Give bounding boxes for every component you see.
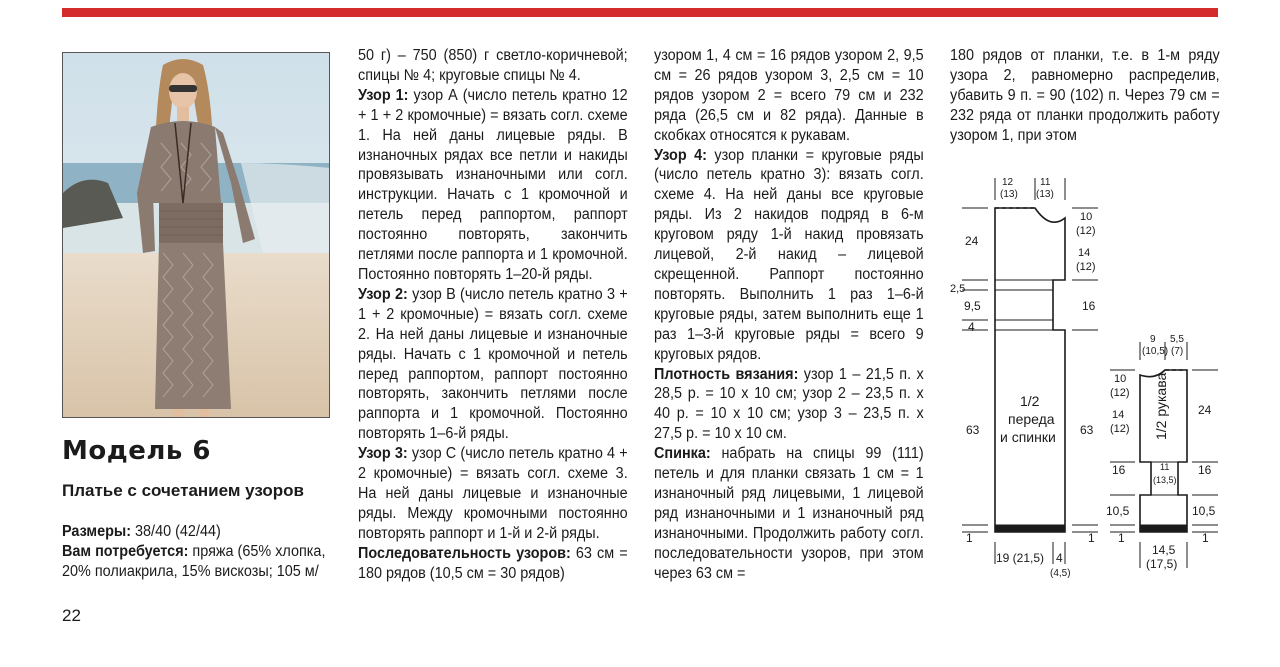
pattern-1-text: узор А (число петель кратно 12 + 1 + 2 кромочные) = вязать согл. схеме 1. На ней даны лицевые ряды. В изнаночных рядах все петли и накиды провязывать изнаночными или согл. инструкции. Начать с 1 кромочной и петель перед раппортом, раппорт постоянно повторять, закончить петлями после раппорта и 1 кромочной. Постоянно повторять 1–20-й ряды. bbox=[358, 86, 628, 283]
dim-right-1: 1 bbox=[1088, 531, 1095, 545]
pattern-2-label: Узор 2: bbox=[358, 285, 408, 303]
pattern-1-label: Узор 1: bbox=[358, 86, 409, 104]
text-column-1 bbox=[358, 46, 628, 583]
sleeve-mid-13-5: (13,5) bbox=[1153, 475, 1177, 485]
paragraph: узором 1, 4 см = 16 рядов узором 2, 9,5 см = 26 рядов узором 3, 2,5 см = 10 рядов узором 2 = всего 79 см и 232 ряда (26,5 см и 82 ряда). Данные в скобках относятся к рукавам. bbox=[654, 47, 924, 144]
dim-bottom-19: 19 (21,5) bbox=[996, 551, 1045, 565]
text-column-2 bbox=[654, 46, 924, 583]
dim-bottom-4: 4 bbox=[1056, 551, 1063, 565]
pattern-4-text: узор планки = круговые ряды (число петель кратно 3): вязать согл. схеме 4. На ней даны все круговые ряды. Из 2 накидов подряд в 6-м круговом ряду 1-й накид провязать лицевой, 2-й накид – лицевой скрещенной. Раппорт постоянно повторять. Выполнить 1 раз 1–6-й круговые ряды, затем выполнить еще 1 раз 1–3-й круговые ряды = всего 9 круговых рядов. bbox=[654, 146, 924, 363]
sleeve-left-1: 1 bbox=[1118, 531, 1125, 545]
sleeve-left-10-5: 10,5 bbox=[1106, 504, 1130, 518]
sleeve-bottom-17-5: (17,5) bbox=[1146, 557, 1178, 571]
dim-left-24: 24 bbox=[965, 234, 979, 248]
dim-left-9-5: 9,5 bbox=[964, 299, 981, 313]
dim-top-11: 11 bbox=[1040, 177, 1051, 188]
sleeve-left-14: 14 bbox=[1112, 409, 1125, 421]
dim-top-13a: (13) bbox=[1000, 189, 1018, 200]
top-accent-bar bbox=[62, 8, 1218, 17]
body-piece-label-2: переда bbox=[1008, 411, 1055, 427]
gauge-label: Плотность вязания: bbox=[654, 365, 799, 383]
dim-left-1: 1 bbox=[966, 531, 973, 545]
dim-top-13b: (13) bbox=[1036, 189, 1054, 200]
model-title: Модель 6 bbox=[62, 436, 211, 466]
dim-left-63: 63 bbox=[966, 423, 980, 437]
dim-right-12a: (12) bbox=[1076, 225, 1096, 237]
dim-left-4: 4 bbox=[968, 320, 975, 334]
back-text: набрать на спицы 99 (111) петель и для планки связать 1 см = 1 изнаночный ряд лицевыми, 1 лицевой ряд изнаночными и 1 изнаночный ряд изнаночными. Продолжить работу согл. последовательности узоров, при этом через 63 см = bbox=[654, 445, 924, 582]
sleeve-left-16: 16 bbox=[1112, 463, 1126, 477]
dim-left-2-5: 2,5 bbox=[950, 283, 966, 295]
dim-top-12: 12 bbox=[1002, 177, 1014, 188]
dim-bottom-4-5: (4,5) bbox=[1050, 568, 1071, 579]
pattern-2-text: узор В (число петель кратно 3 + 1 + 2 кромочные) = вязать согл. схеме 2. На ней даны лицевые и изнаночные ряды. Начать с 1 кромочной и петель перед раппортом, раппорт постоянно повторять, закончить петлями после раппорта и 1 кромочной. Постоянно повторять 1–6-й ряды. bbox=[358, 285, 628, 443]
paragraph: 180 рядов от планки, т.е. в 1-м ряду узора 2, равномерно распределив, убавить 9 п. = 90 (102) п. Через 79 см = 232 ряда от планки продолжить работу узором 1, при этом bbox=[950, 47, 1220, 144]
back-label: Спинка: bbox=[654, 445, 711, 463]
sleeve-right-16: 16 bbox=[1198, 463, 1212, 477]
sleeve-left-12b: (12) bbox=[1110, 423, 1130, 435]
dim-right-16: 16 bbox=[1082, 299, 1096, 313]
dim-right-12b: (12) bbox=[1076, 261, 1096, 273]
sleeve-top-10-5: (10,5) bbox=[1142, 346, 1169, 357]
pattern-schematic bbox=[940, 170, 1240, 595]
sleeve-top-9: 9 bbox=[1150, 334, 1156, 345]
sleeve-top-7: (7) bbox=[1171, 346, 1184, 357]
sleeve-left-12a: (12) bbox=[1110, 387, 1130, 399]
materials-value: пряжа (65% хлопка, 20% полиакрила, 15% вискозы; 105 м/ bbox=[62, 542, 326, 580]
materials-label: Вам потребуется: bbox=[62, 542, 189, 560]
gauge-text: узор 1 – 21,5 п. х 28,5 р. = 10 х 10 см; узор 2 – 23,5 п. х 40 р. = 10 х 10 см; узор 3 – 23,5 п. х 27,5 р. = 10 х 10 см. bbox=[654, 365, 924, 443]
sizes-value: 38/40 (42/44) bbox=[131, 523, 221, 540]
sizes-and-materials bbox=[62, 522, 332, 582]
dim-right-14: 14 bbox=[1078, 247, 1091, 259]
sleeve-right-1: 1 bbox=[1202, 531, 1209, 545]
sequence-label: Последовательность узоров: bbox=[358, 544, 571, 562]
sleeve-left-10: 10 bbox=[1114, 373, 1127, 385]
sizes-label: Размеры: bbox=[62, 523, 132, 540]
pattern-3-text: узор С (число петель кратно 4 + 2 кромочные) = вязать согл. схеме 3. На ней даны лицевые и изнаночные ряды. Между кромочными постоянно повторять раппорт и 1-й и 2-й ряды. bbox=[358, 445, 628, 542]
sequence-text: 63 см = 180 рядов (10,5 см = 30 рядов) bbox=[358, 544, 628, 582]
paragraph: 50 г) – 750 (850) г светло-коричневой; спицы № 4; круговые спицы № 4. bbox=[358, 47, 628, 84]
dim-right-63: 63 bbox=[1080, 423, 1094, 437]
sleeve-right-24: 24 bbox=[1198, 403, 1212, 417]
dim-right-10: 10 bbox=[1080, 211, 1093, 223]
page-number: 22 bbox=[62, 606, 81, 625]
model-subtitle: Платье с сочетанием узоров bbox=[62, 481, 305, 500]
sleeve-mid-11: 11 bbox=[1160, 462, 1170, 472]
sleeve-bottom-14-5: 14,5 bbox=[1152, 543, 1176, 557]
sleeve-piece-label: 1/2 рукава bbox=[1153, 372, 1169, 440]
body-piece-label-1: 1/2 bbox=[1020, 393, 1040, 409]
pattern-4-label: Узор 4: bbox=[654, 146, 707, 164]
text-column-3 bbox=[950, 46, 1220, 146]
model-photo bbox=[62, 52, 330, 418]
pattern-3-label: Узор 3: bbox=[358, 445, 408, 463]
sleeve-right-10-5: 10,5 bbox=[1192, 504, 1216, 518]
body-piece-label-3: и спинки bbox=[1000, 429, 1056, 445]
sleeve-top-5-5: 5,5 bbox=[1170, 334, 1184, 345]
